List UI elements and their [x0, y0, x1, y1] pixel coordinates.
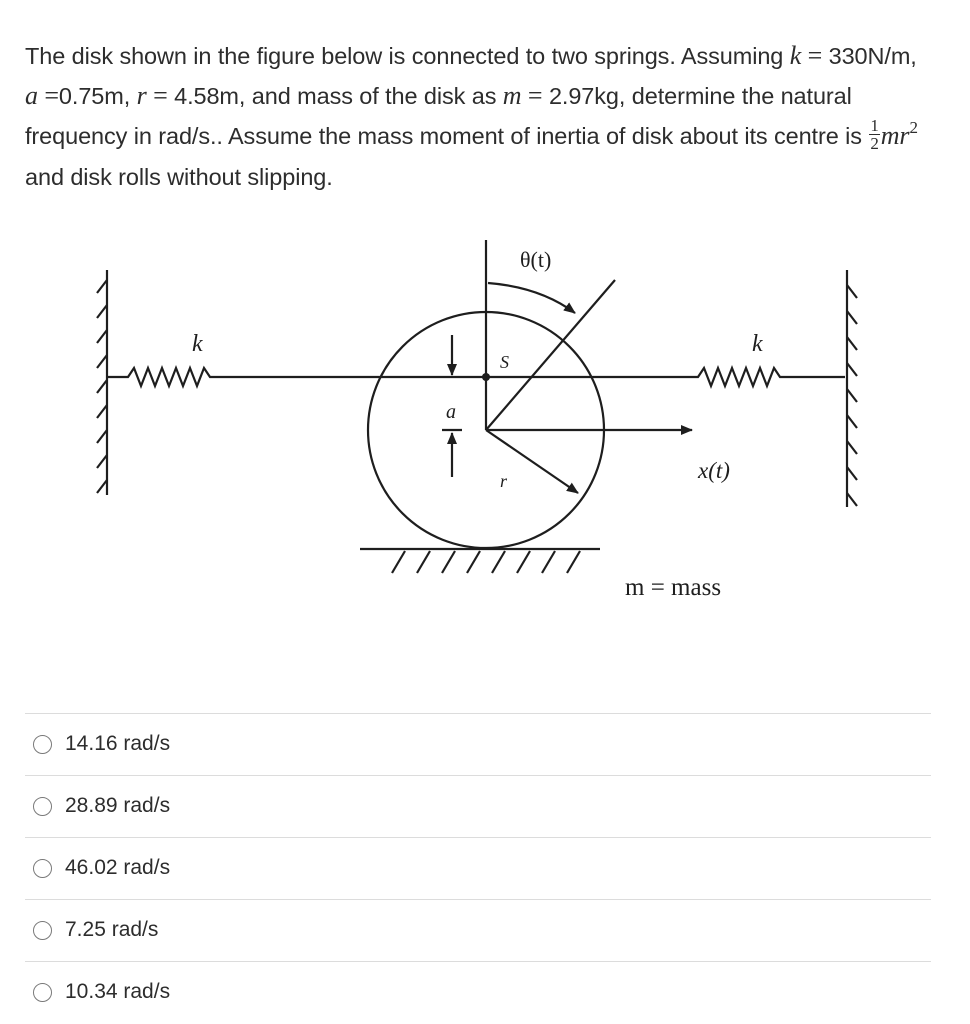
left-wall-hatch [97, 280, 107, 493]
inertia-exponent: 2 [909, 118, 918, 137]
radio-button[interactable] [33, 859, 52, 878]
ground-hatch [392, 551, 580, 573]
answer-options [25, 713, 931, 1023]
radio-button[interactable] [33, 921, 52, 940]
k-left-label: k [192, 331, 203, 357]
question-part1: The disk shown in the figure below is connected to two springs. Assuming [25, 43, 784, 69]
equals-sign: = [807, 41, 823, 70]
a-value: 0.75m, [58, 83, 131, 109]
right-spring [682, 368, 845, 386]
k-symbol: k [789, 41, 802, 70]
answer-option-label[interactable]: 46.02 rad/s [65, 856, 171, 879]
answer-option-label[interactable]: 14.16 rad/s [65, 732, 171, 755]
inertia-expression: mr [880, 121, 910, 150]
answer-option-label[interactable]: 28.89 rad/s [65, 794, 171, 817]
r-symbol: r [136, 81, 147, 110]
m-symbol: m [502, 81, 522, 110]
question-text [25, 36, 930, 197]
radio-button[interactable] [33, 735, 52, 754]
radio-button[interactable] [33, 797, 52, 816]
answer-option[interactable] [25, 837, 931, 899]
a-symbol: a [25, 81, 38, 110]
theta-label: θ(t) [520, 247, 552, 272]
fraction-numerator: 1 [870, 116, 879, 136]
r-label: r [500, 471, 508, 491]
question-part2: and mass of the disk as [251, 83, 497, 109]
answer-option[interactable] [25, 961, 931, 1023]
mass-label: m = mass [625, 574, 722, 601]
x-t-label: x(t) [698, 458, 730, 483]
left-spring [107, 368, 270, 386]
answer-option-label[interactable]: 7.25 rad/s [65, 918, 159, 941]
a-label: a [446, 401, 456, 423]
question-part4: and disk rolls without slipping. [25, 164, 333, 190]
answer-option-label[interactable]: 10.34 rad/s [65, 980, 171, 1003]
k-right-label: k [752, 331, 763, 357]
equals-sign: = [527, 81, 543, 110]
m-value: 2.97kg, [548, 83, 626, 109]
s-label: S [500, 352, 509, 372]
r-value: 4.58m, [174, 83, 246, 109]
answer-option[interactable] [25, 713, 931, 775]
theta-arc [488, 283, 575, 313]
answer-option[interactable] [25, 775, 931, 837]
fraction-denominator: 2 [870, 134, 879, 154]
k-value: 330N/m, [828, 43, 917, 69]
right-wall-hatch [847, 285, 857, 506]
equals-sign: = [44, 81, 59, 110]
radio-button[interactable] [33, 983, 52, 1002]
disk-spring-figure [70, 225, 870, 615]
question-part3: determine the natural frequency in rad/s.. Assume the mass moment of inertia of disk about its centre is [25, 83, 862, 149]
equals-sign: = [153, 81, 168, 110]
one-half-fraction [869, 117, 879, 152]
spring-attachment-point [482, 373, 490, 381]
answer-option[interactable] [25, 899, 931, 961]
